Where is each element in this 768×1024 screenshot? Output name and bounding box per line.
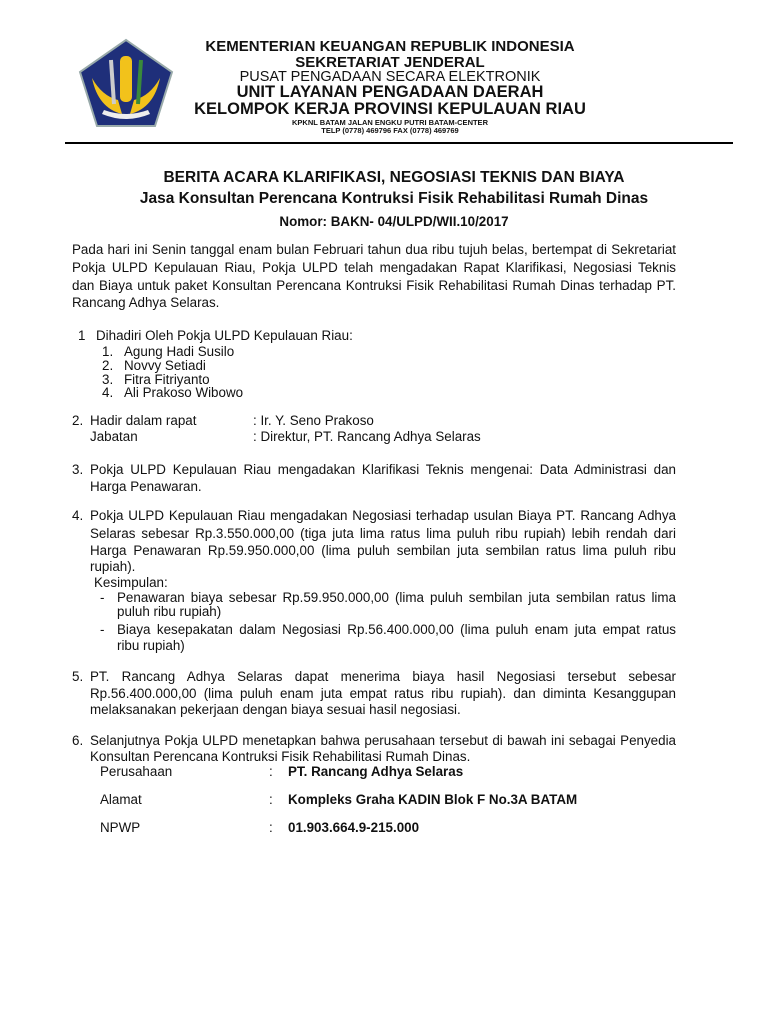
header-group: KELOMPOK KERJA PROVINSI KEPULAUAN RIAU [194,100,586,118]
bullet-dash: - [100,590,105,605]
bullet-text: Biaya kesepakatan dalam Negosiasi Rp.56.400.000,00 (lima puluh enam juta empat ratus [117,622,676,637]
member-name: Ali Prakoso Wibowo [124,385,244,400]
member-name: Novvy Setiadi [124,358,206,373]
field-value: : Ir. Y. Seno Prakoso [253,413,374,428]
item-text: Konsultan Perencana Kontruksi Fisik Rehabilitasi Rumah Dinas. [90,749,471,764]
item-text: melaksanakan pekerjaan dengan biaya sesuai hasil negosiasi. [90,702,461,717]
ministry-logo [78,38,174,128]
item-number: 6. [72,733,84,748]
document-number: Nomor: BAKN- 04/ULPD/WII.10/2017 [279,214,509,229]
bullet-dash: - [100,622,105,637]
detail-value: PT. Rancang Adhya Selaras [288,764,464,779]
item-number: 5. [72,669,84,684]
header-address: KPKNL BATAM JALAN ENGKU PUTRI BATAM-CENTER [292,118,488,127]
header-secretariat: SEKRETARIAT JENDERAL [295,54,485,71]
bullet-text: puluh ribu rupiah) [117,604,222,619]
header-unit: UNIT LAYANAN PENGADAAN DAERAH [236,83,544,101]
item-text: rupiah). [90,559,136,574]
item-text: Pokja ULPD Kepulauan Riau mengadakan Klarifikasi Teknis mengenai: Data Administrasi dan [90,462,676,477]
field-value: : Direktur, PT. Rancang Adhya Selaras [253,429,481,444]
header-phone: TELP (0778) 469796 FAX (0778) 469769 [321,126,459,135]
detail-value: 01.903.664.9-215.000 [288,820,420,835]
item-number: 4. [72,508,84,523]
item-text: Selanjutnya Pokja ULPD menetapkan bahwa perusahaan tersebut di bawah ini sebagai Penyedia [90,733,676,748]
header-ministry: KEMENTERIAN KEUANGAN REPUBLIK INDONESIA [205,38,575,55]
detail-label: Perusahaan [100,764,173,779]
detail-label: Alamat [100,792,142,807]
intro-line: Rancang Adhya Selaras. [72,295,220,310]
header-center: PUSAT PENGADAAN SECARA ELEKTRONIK [239,69,541,85]
item-number: 1 [78,328,86,343]
detail-colon: : [269,820,273,835]
member-number: 2. [102,358,114,373]
item-text: Selaras sebesar Rp.3.550.000,00 (tiga juta lima ratus lima puluh ribu rupiah) lebih rendah dari [90,526,676,541]
detail-label: NPWP [100,820,141,835]
bullet-text: Penawaran biaya sebesar Rp.59.950.000,00 (lima puluh sembilan juta sembilan ratus lima [117,590,676,605]
bullet-text: ribu rupiah) [117,638,185,653]
detail-colon: : [269,764,273,779]
document-title: BERITA ACARA KLARIFIKASI, NEGOSIASI TEKNIS DAN BIAYA [163,169,625,186]
member-name: Fitra Fitriyanto [124,372,210,387]
conclusion-label: Kesimpulan: [94,575,168,590]
document-subtitle: Jasa Konsultan Perencana Kontruksi Fisik Rehabilitasi Rumah Dinas [139,190,649,207]
detail-value: Kompleks Graha KADIN Blok F No.3A BATAM [288,792,578,807]
field-label: Jabatan [90,429,138,444]
item-text: Pokja ULPD Kepulauan Riau mengadakan Negosiasi terhadap usulan Biaya PT. Rancang Adhya [90,508,676,523]
field-label: Hadir dalam rapat [90,413,197,428]
member-name: Agung Hadi Susilo [124,344,235,359]
intro-line: Pada hari ini Senin tanggal enam bulan Februari tahun dua ribu tujuh belas, bertempat di Sekretariat [72,242,676,257]
member-number: 1. [102,344,114,359]
header-rule [65,142,733,144]
item-number: 3. [72,462,84,477]
item-text: Rp.56.400.000,00 (lima puluh enam juta empat ratus ribu rupiah). dan diminta Kesanggupan [90,686,676,701]
item-text: Dihadiri Oleh Pokja ULPD Kepulauan Riau: [96,328,353,343]
item-number: 2. [72,413,84,428]
item-text: PT. Rancang Adhya Selaras dapat menerima biaya hasil Negosiasi tersebut sebesar [90,669,676,684]
member-number: 3. [102,372,114,387]
member-number: 4. [102,385,114,400]
item-text: Harga Penawaran Rp.59.950.000,00 (lima puluh sembilan juta sembilan ratus lima puluh ribu [90,543,676,558]
detail-colon: : [269,792,273,807]
intro-line: Pokja ULPD Kepulauan Riau, Pokja ULPD telah mengadakan Rapat Klarifikasi, Negosiasi Teknis [72,260,676,275]
item-text: Harga Penawaran. [90,479,202,494]
intro-line: dan Biaya untuk paket Konsultan Perencana Kontruksi Fisik Rehabilitasi Rumah Dinas terhadap PT. [72,278,676,293]
